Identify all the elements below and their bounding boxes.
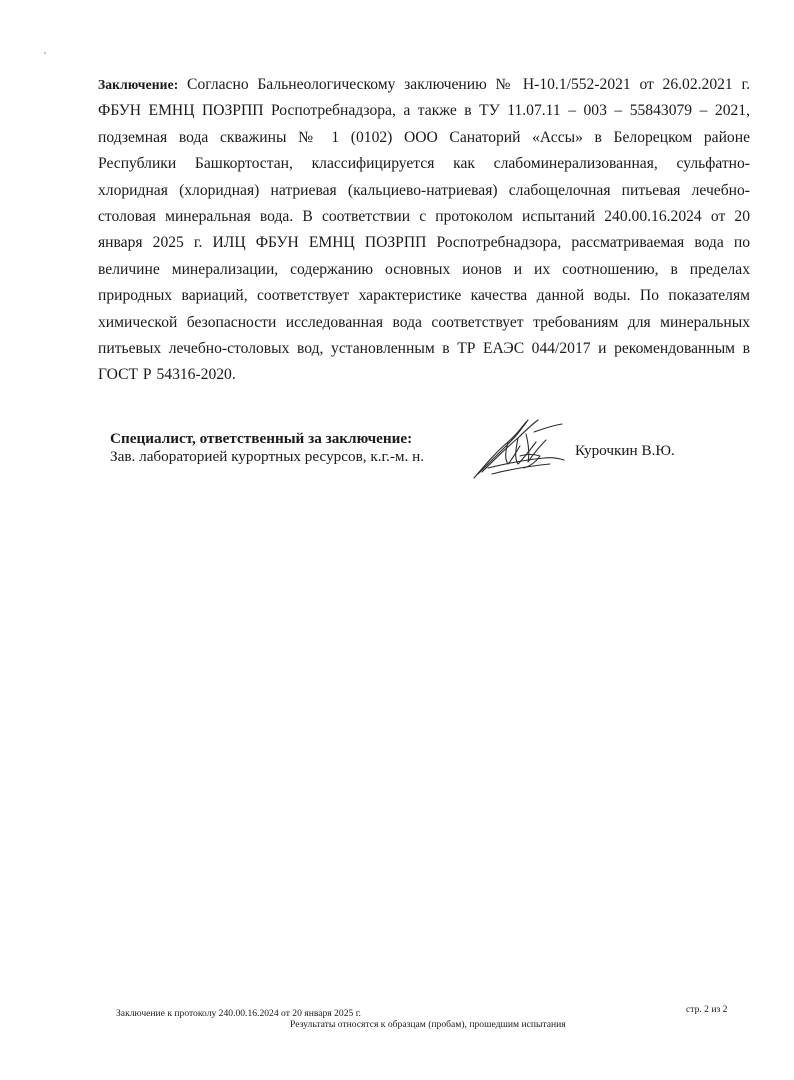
conclusion-paragraph (98, 72, 750, 389)
footer-protocol-reference: Заключение к протоколу 240.00.16.2024 от 20 января 2025 г. (116, 1008, 361, 1019)
signer-name: Курочкин В.Ю. (575, 442, 675, 459)
conclusion-text: Согласно Бальнеологическому заключению № Н-10.1/552-2021 от 26.02.2021 г. ФБУН ЕМНЦ ПОЗРПП Роспотребнадзора, а также в ТУ 11.07.11 – 003 – 55843079 – 2021, подземная вода скважины № 1 (0102) ООО Санаторий «Ассы» в Белорецком районе Республики Башкортостан, классифицируется как слабоминерализованная, сульфатно-хлоридная (хлоридная) натриевая (кальциево-натриевая) слабощелочная питьевая лечебно-столовая минеральная вода. В соответствии с протоколом испытаний 240.00.16.2024 от 20 января 2025 г. ИЛЦ ФБУН ЕМНЦ ПОЗРПП Роспотребнадзора, рассматриваемая вода по величине минерализации, содержанию основных ионов и их соотношению, в пределах природных вариаций, соответствует характеристике качества данной воды. По показателям химической безопасности исследованная вода соответствует требованиям для минеральных питьевых лечебно-столовых вод, установленным в ТР ЕАЭС 044/2017 и рекомендованным в ГОСТ Р 54316-2020. (98, 76, 750, 384)
footer-results-note: Результаты относятся к образцам (пробам), прошедшим испытания (290, 1019, 566, 1030)
footer-page-number: стр. 2 из 2 (686, 1004, 728, 1015)
handwritten-signature (468, 412, 568, 484)
specialist-title: Специалист, ответственный за заключение: (110, 430, 413, 447)
conclusion-label: Заключение: (98, 77, 179, 92)
scan-mark: ' (44, 50, 46, 62)
specialist-position: Зав. лабораторией курортных ресурсов, к.г.-м. н. (110, 448, 425, 465)
